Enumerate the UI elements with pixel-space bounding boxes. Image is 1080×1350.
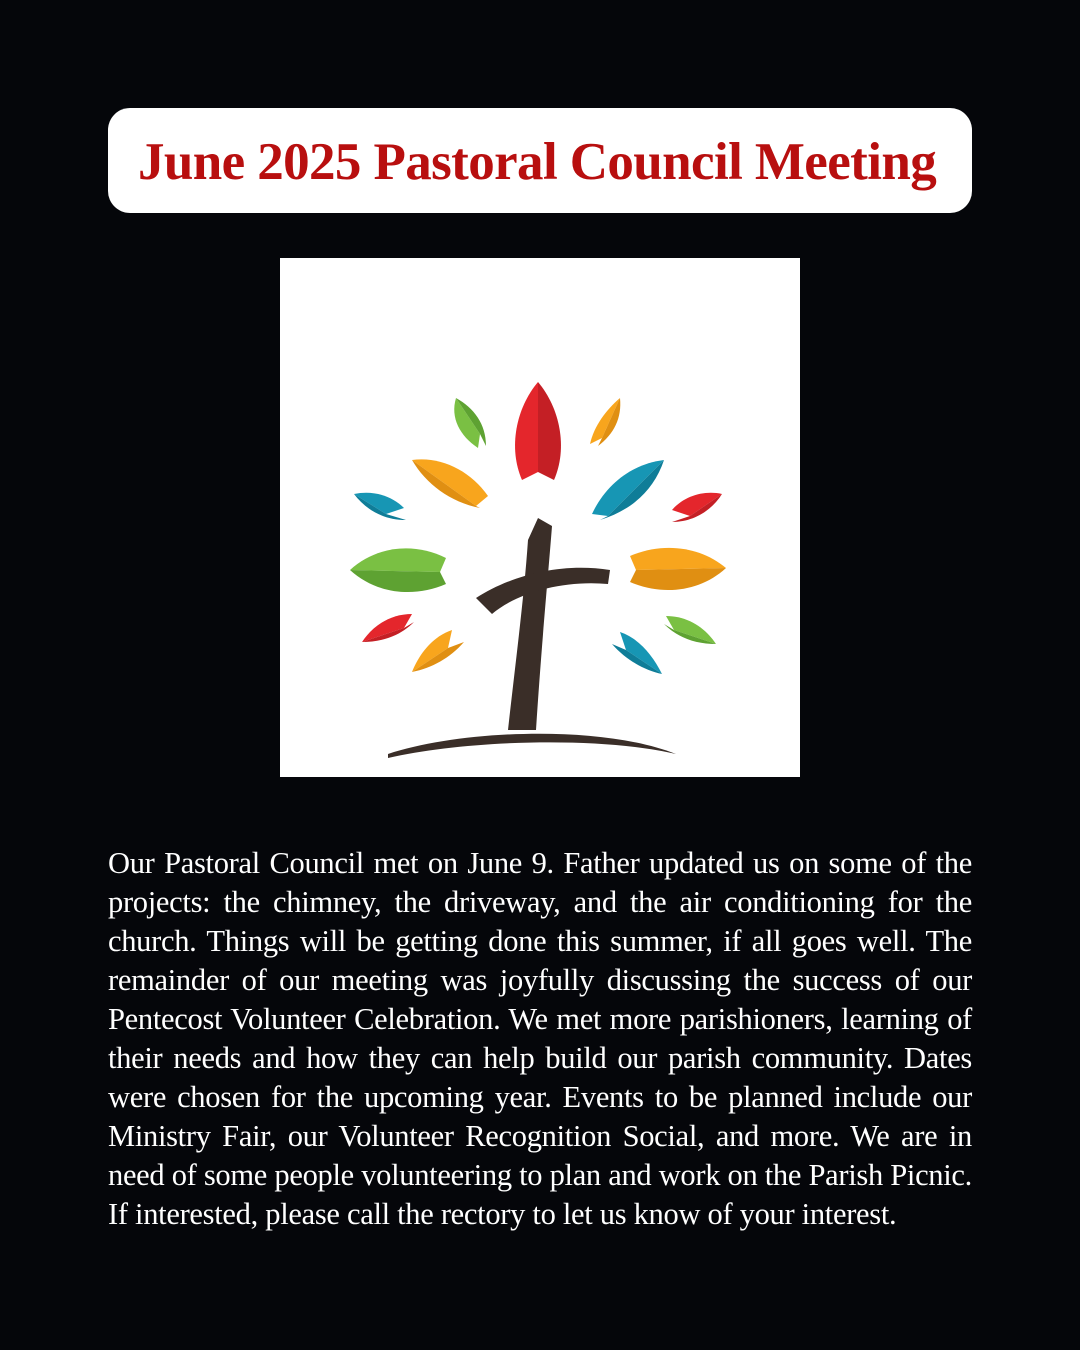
leaf-lower-left-red	[362, 614, 414, 642]
leaf-lower-right-teal	[612, 632, 662, 674]
article-body: Our Pastoral Council met on June 9. Father updated us on some of the projects: the chimney, the driveway, and the air conditioning for the church. Things will be getting done this summer, if all goes well. The remainder of our meeting was joyfully discussing the success of our Pentecost Volunteer Celebration. We met more parishioners, learning of their needs and how they can help build our parish community. Dates were chosen for the upcoming year. Events to be planned include our Ministry Fair, our Volunteer Recognition Social, and more. We are in need of some people volunteering to plan and work on the Parish Picnic. If interested, please call the rectory to let us know of your interest.	[108, 846, 972, 1231]
title-banner	[108, 108, 972, 213]
tree-cross-logo-icon	[280, 258, 800, 777]
leaf-lower-right-green	[664, 616, 716, 644]
page-title: June 2025 Pastoral Council Meeting	[138, 133, 937, 191]
logo-frame	[280, 258, 800, 777]
leaf-left-green	[350, 548, 446, 592]
leaf-right-orange	[630, 548, 726, 590]
ground-arc	[388, 734, 676, 758]
leaf-left-orange	[412, 459, 488, 508]
leaf-lower-left-orange	[412, 630, 464, 672]
leaf-left-teal	[354, 493, 406, 520]
leaf-upper-left-green	[454, 398, 486, 448]
leaf-top-red	[515, 382, 561, 480]
cross-trunk	[476, 518, 610, 730]
leaf-right-teal	[592, 460, 664, 520]
leaf-right-red	[672, 493, 722, 522]
leaf-upper-right-orange	[590, 398, 620, 446]
